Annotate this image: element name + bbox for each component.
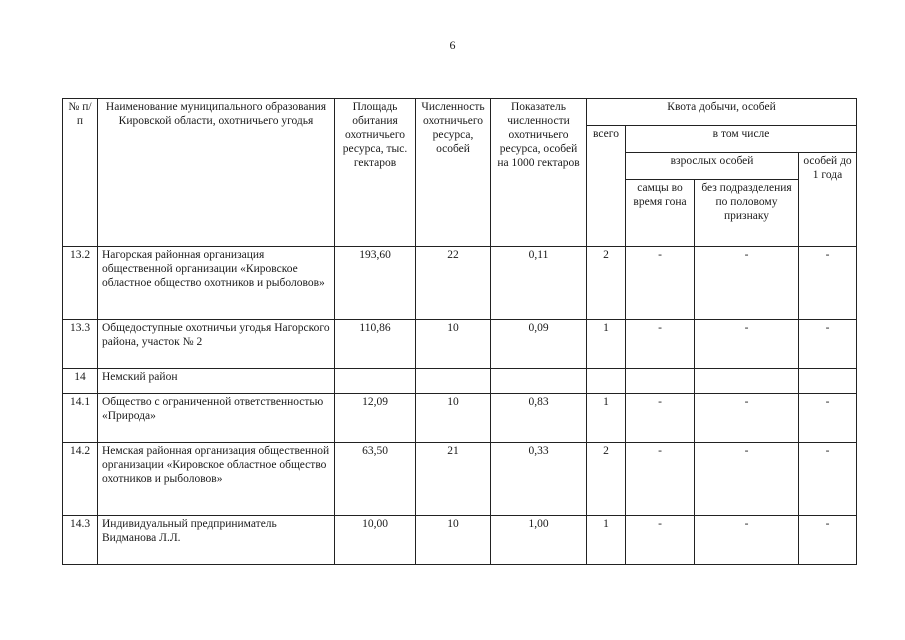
row-total: 2 <box>587 247 626 320</box>
header-area: Площадь обитания охотничьего ресурса, тыс. гектаров <box>335 99 416 247</box>
row-num: 14.2 <box>63 443 98 516</box>
row-num: 13.2 <box>63 247 98 320</box>
page-number: 6 <box>449 38 456 52</box>
row-count: 10 <box>416 516 491 565</box>
header-name: Наименование муниципального образования Кировской области, охотничьего угодья <box>98 99 335 247</box>
row-density: 0,11 <box>491 247 587 320</box>
row-num: 13.3 <box>63 320 98 369</box>
row-males: - <box>626 320 695 369</box>
row-nosex: - <box>695 320 799 369</box>
header-count: Численность охотничьего ресурса, особей <box>416 99 491 247</box>
row-males: - <box>626 247 695 320</box>
table-body <box>63 247 857 565</box>
row-count: 21 <box>416 443 491 516</box>
row-young: - <box>799 247 857 320</box>
row-males: - <box>626 394 695 443</box>
header-quota: Квота добычи, особей <box>587 99 857 126</box>
row-name: Нагорская районная организация общественной организации «Кировское областное общество охотников и рыболовов» <box>98 247 335 320</box>
row-density: 0,09 <box>491 320 587 369</box>
row-total: 2 <box>587 443 626 516</box>
row-males: - <box>626 443 695 516</box>
table-row <box>63 369 857 394</box>
row-nosex: - <box>695 443 799 516</box>
row-total: 1 <box>587 394 626 443</box>
row-area: 110,86 <box>335 320 416 369</box>
header-nosex: без подразделения по половому признаку <box>695 180 799 247</box>
row-nosex: - <box>695 516 799 565</box>
row-num: 14.1 <box>63 394 98 443</box>
row-young: - <box>799 394 857 443</box>
row-males: - <box>626 516 695 565</box>
table-row <box>63 394 857 443</box>
row-nosex: - <box>695 394 799 443</box>
row-total <box>587 369 626 394</box>
header-including: в том числе <box>626 126 857 153</box>
header-males: самцы во время гона <box>626 180 695 247</box>
row-name: Немская районная организация общественной организации «Кировское областное общество охотников и рыболовов» <box>98 443 335 516</box>
row-area <box>335 369 416 394</box>
row-males <box>626 369 695 394</box>
row-young: - <box>799 516 857 565</box>
row-density: 0,83 <box>491 394 587 443</box>
row-count: 22 <box>416 247 491 320</box>
table-row <box>63 516 857 565</box>
row-young: - <box>799 443 857 516</box>
row-density <box>491 369 587 394</box>
row-area: 10,00 <box>335 516 416 565</box>
table-row <box>63 443 857 516</box>
row-nosex <box>695 369 799 394</box>
row-num: 14.3 <box>63 516 98 565</box>
row-total: 1 <box>587 516 626 565</box>
row-area: 12,09 <box>335 394 416 443</box>
row-young <box>799 369 857 394</box>
quota-table <box>62 98 857 565</box>
row-area: 193,60 <box>335 247 416 320</box>
header-total: всего <box>587 126 626 247</box>
header-young: особей до 1 года <box>799 153 857 247</box>
row-nosex: - <box>695 247 799 320</box>
row-young: - <box>799 320 857 369</box>
row-name: Общество с ограниченной ответственностью «Природа» <box>98 394 335 443</box>
row-density: 0,33 <box>491 443 587 516</box>
row-name: Индивидуальный предприниматель Видманова Л.Л. <box>98 516 335 565</box>
header-num: № п/п <box>63 99 98 247</box>
row-count <box>416 369 491 394</box>
row-name: Немский район <box>98 369 335 394</box>
row-density: 1,00 <box>491 516 587 565</box>
row-count: 10 <box>416 394 491 443</box>
row-total: 1 <box>587 320 626 369</box>
table-row <box>63 320 857 369</box>
table-row <box>63 247 857 320</box>
row-num: 14 <box>63 369 98 394</box>
row-area: 63,50 <box>335 443 416 516</box>
header-density: Показатель численности охотничьего ресурса, особей на 1000 гектаров <box>491 99 587 247</box>
row-name: Общедоступные охотничьи угодья Нагорского района, участок № 2 <box>98 320 335 369</box>
header-adults: взрослых особей <box>626 153 799 180</box>
table-header <box>63 99 857 247</box>
row-count: 10 <box>416 320 491 369</box>
